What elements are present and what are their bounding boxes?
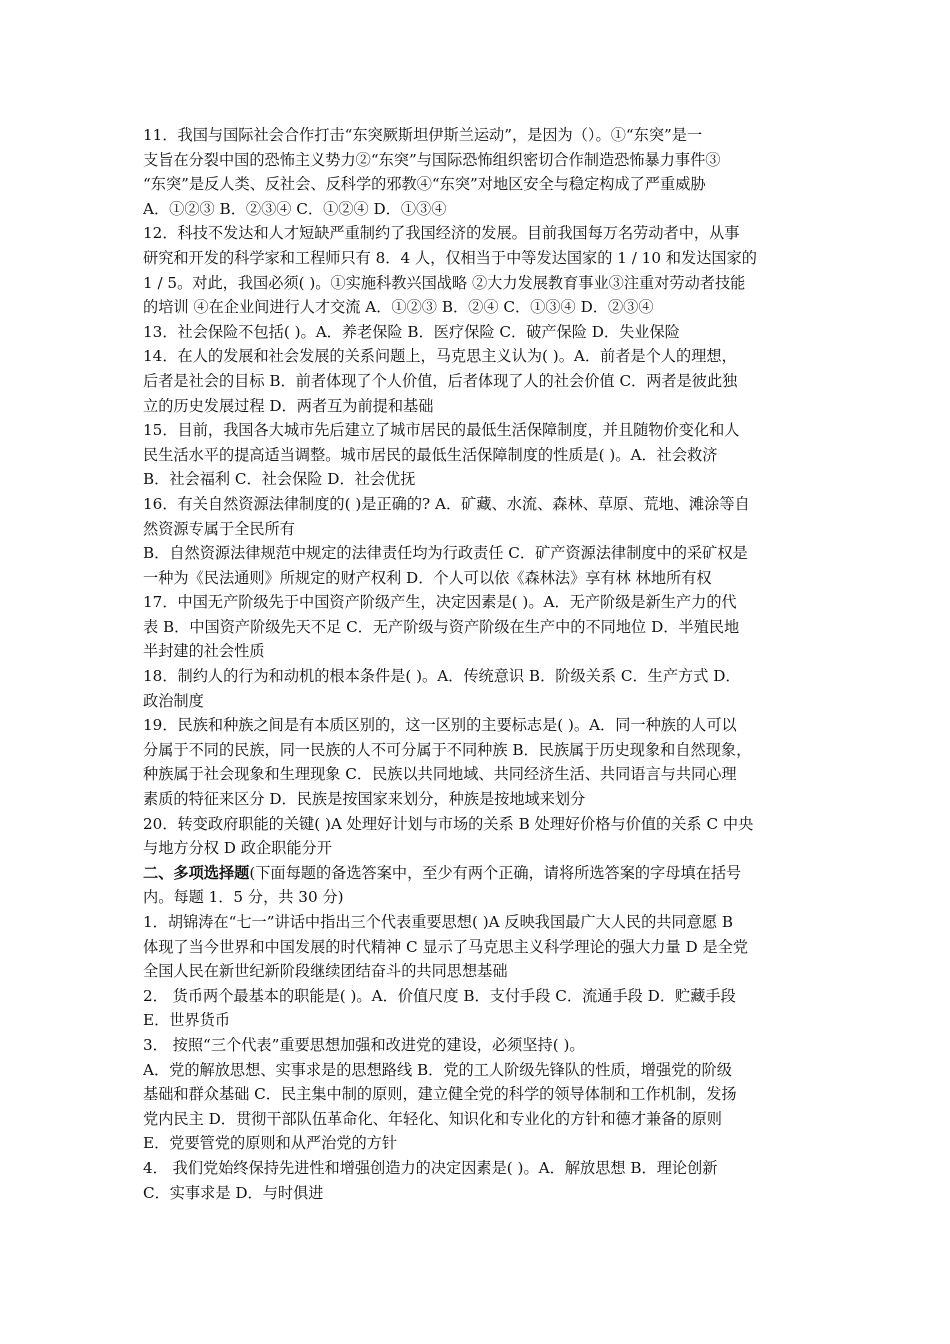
text-line: 然资源专属于全民所有 <box>143 519 295 538</box>
text-line: 支旨在分裂中国的恐怖主义势力②“东突”与国际恐怖组织密切合作制造恐怖暴力事件③ <box>143 150 721 169</box>
text-line: E．世界货币 <box>143 1011 231 1030</box>
text-line: 表 B．中国资产阶级先天不足 C．无产阶级与资产阶级在生产中的不同地位 D．半殖民地 <box>143 617 740 636</box>
section-heading-title: 二、多项选择题 <box>143 863 250 882</box>
text-line: 2． 货币两个最基本的职能是( )。A．价值尺度 B．支付手段 C．流通手段 D．贮藏手段 <box>143 986 736 1005</box>
text-line: 14．在人的发展和社会发展的关系问题上，马克思主义认为( )。A．前者是个人的理想， <box>143 347 737 366</box>
text-line: “东突”是反人类、反社会、反科学的邪教④“东突”对地区安全与稳定构成了严重威胁 <box>143 175 706 194</box>
text-line: 政治制度 <box>143 691 204 710</box>
text-line: C．实事求是 D．与时俱进 <box>143 1183 324 1202</box>
text-line: 19．民族和种族之间是有本质区别的，这一区别的主要标志是( )。A．同一种族的人可以 <box>143 716 737 735</box>
text-line: 18．制约人的行为和动机的根本条件是( )。A．传统意识 B．阶级关系 C．生产方式 D． <box>143 667 741 686</box>
text-line: E．党要管党的原则和从严治党的方针 <box>143 1134 398 1153</box>
text-line: 研究和开发的科学家和工程师只有 8．4 人，仅相当于中等发达国家的 1 / 10 和发达国家的 <box>143 248 757 267</box>
text-line: 15．目前，我国各大城市先后建立了城市居民的最低生活保障制度，并且随物价变化和人 <box>143 421 740 440</box>
text-line: 党内民主 D．贯彻干部队伍革命化、年轻化、知识化和专业化的方针和德才兼备的原则 <box>143 1109 722 1128</box>
text-line: 立的历史发展过程 D．两者互为前提和基础 <box>143 396 434 415</box>
text-line: 17．中国无产阶级先于中国资产阶级产生，决定因素是( )。A．无产阶级是新生产力的代 <box>143 593 737 612</box>
text-line: A．党的解放思想、实事求是的思想路线 B．党的工人阶级先锋队的性质，增强党的阶级 <box>143 1060 732 1079</box>
text-line: 民生活水平的提高适当调整。城市居民的最低生活保障制度的性质是( )。A．社会救济 <box>143 445 718 464</box>
text-line: 一种为《民法通则》所规定的财产权利 D．个人可以依《森林法》享有林 林地所有权 <box>143 568 712 587</box>
text-line: 13．社会保险不包括( )。A．养老保险 B．医疗保险 C．破产保险 D．失业保险 <box>143 322 680 341</box>
text-line: 素质的特征来区分 D．民族是按国家来划分，种族是按地域来划分 <box>143 790 586 809</box>
text-line: 分属于不同的民族，同一民族的人不可分属于不同种族 B．民族属于历史现象和自然现象， <box>143 740 752 759</box>
text-line: 体现了当今世界和中国发展的时代精神 C 显示了马克思主义科学理论的强大力量 D 是全党 <box>143 937 749 956</box>
text-line: 基础和群众基础 C．民主集中制的原则，建立健全党的科学的领导体制和工作机制，发扬 <box>143 1085 737 1104</box>
text-line: 全国人民在新世纪新阶段继续团结奋斗的共同思想基础 <box>143 962 508 981</box>
text-line: B．自然资源法律规范中规定的法律责任均为行政责任 C．矿产资源法律制度中的采矿权是 <box>143 544 748 563</box>
text-line: 的培训 ④在企业间进行人才交流 A．①②③ B．②④ C．①③④ D．②③④ <box>143 298 654 317</box>
text-line: 种族属于社会现象和生理现象 C．民族以共同地域、共同经济生活、共同语言与共同心理 <box>143 765 737 784</box>
text-line: 1 / 5。对此，我国必须( )。①实施科教兴国战略 ②大力发展教育事业③注重对劳动者技能 <box>143 273 746 292</box>
text-line: 1．胡锦涛在“七一”讲话中指出三个代表重要思想( )A 反映我国最广大人民的共同意愿 B <box>143 913 734 931</box>
text-line: 12．科技不发达和人才短缺严重制约了我国经济的发展。目前我国每万名劳动者中，从事 <box>143 224 740 243</box>
text-line: 3． 按照“三个代表”重要思想加强和改进党的建设，必须坚持( )。 <box>143 1035 585 1054</box>
text-line: 与地方分权 D 政企职能分开 <box>143 839 332 858</box>
text-line: 20．转变政府职能的关键( )A 处理好计划与市场的关系 B 处理好价格与价值的关系 C 中央 <box>143 814 754 833</box>
text-line: B．社会福利 C．社会保险 D．社会优抚 <box>143 470 416 489</box>
text-line: 11．我国与国际社会合作打击“东突厥斯坦伊斯兰运动”，是因为（）。①“东突”是一 <box>143 126 703 144</box>
text-line: 4． 我们党始终保持先进性和增强创造力的决定因素是( )。A．解放思想 B．理论创新 <box>143 1158 718 1177</box>
text-line: 16．有关自然资源法律制度的( )是正确的? A．矿藏、水流、森林、草原、荒地、滩涂等自 <box>143 494 750 513</box>
text-line: 后者是社会的目标 B．前者体现了个人价值，后者体现了人的社会价值 C．两者是彼此独 <box>143 371 738 390</box>
text-line: 内。每题 1．5 分，共 30 分) <box>143 888 344 907</box>
text-line: A．①②③ B．②③④ C．①②④ D．①③④ <box>143 199 447 218</box>
section-heading-line <box>143 861 809 886</box>
text-line: 半封建的社会性质 <box>143 642 265 661</box>
document-page <box>143 123 809 1205</box>
section-heading-instructions: (下面每题的备选答案中，至少有两个正确，请将所选答案的字母填在括号 <box>249 863 742 882</box>
